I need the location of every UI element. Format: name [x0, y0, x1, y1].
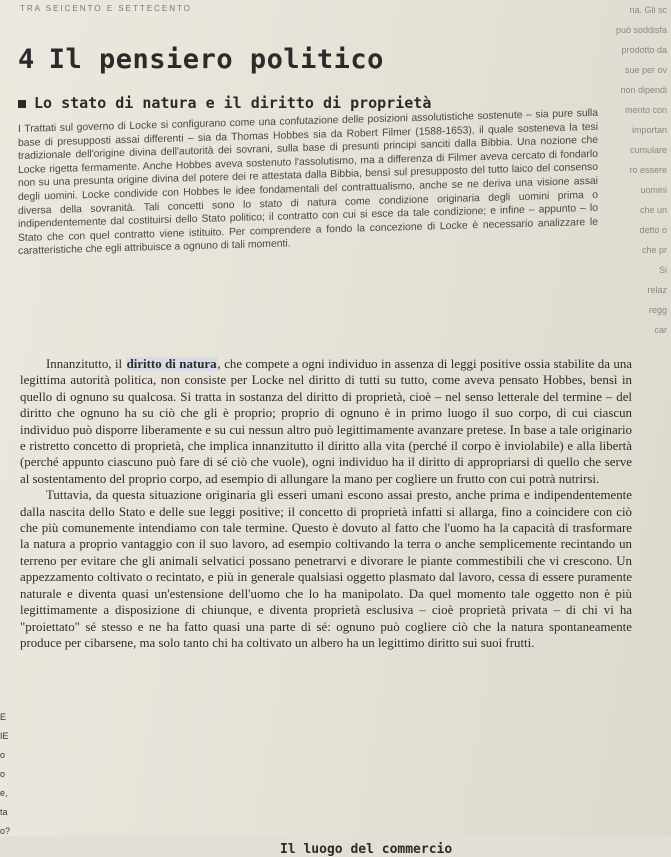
margin-note: che un: [639, 205, 667, 215]
chapter-title-text: Il pensiero politico: [48, 44, 384, 75]
intro-paragraph: [18, 107, 598, 353]
margin-note: ro essere: [629, 165, 667, 175]
margin-note: na. Gli sc: [629, 5, 667, 15]
highlighted-term: diritto di natura: [126, 357, 217, 371]
running-head: TRA SEICENTO E SETTECENTO: [20, 4, 192, 13]
margin-note: relaz: [647, 285, 667, 295]
section-title-text: Lo stato di natura e il diritto di proprietà: [34, 94, 432, 112]
intro-text: I Trattati sul governo di Locke si configurano come una confutazione delle posizioni assolutistiche sostenute – sia pure sulla base di presupposti assai differenti – sia da Thomas Hobbes sia da Robert Filmer (1588-1653), il quale sosteneva la tesi tradizionale dell'origine divina dell'autorità dei sovrani, sulla base di presunti principi sanciti dalla Bibbia. Una nozione che Locke rigetta fermamente. Anche Hobbes aveva sostenuto l'assolutismo, ma a differenza di Filmer aveva cercato di fondarlo non su una presunta origine divina del potere dei re attestata dalla Bibbia, bensì sul presupposto del tutto laico del consenso degli uomini. Locke condivide con Hobbes le idee fondamentali del contrattualismo, anche se ne deriva una visione assai diversa della sovranità. Tali concetti sono lo stato di natura come condizione originaria degli uomini prima o indipendentemente dal costituirsi dello Stato politico; il contratto con cui si esce da tale condizione; e infine – appunto – lo Stato che con quel contratto viene istituito. Per comprendere a fondo la concezione di Locke è necessario analizzare le caratteristiche che egli attribuisce a ognuno di tali momenti.: [18, 107, 598, 258]
margin-note: importan: [631, 125, 667, 135]
paragraph-1-lead: Innanzitutto, il: [46, 357, 126, 371]
paragraph-1: [20, 356, 632, 487]
margin-note: può soddisfa: [615, 25, 667, 35]
chapter-number: 4: [18, 44, 35, 75]
paragraph-2: Tuttavia, da questa situazione originaria gli esseri umani escono assai presto, anche prima e indipendentemente dalla nascita dello Stato e delle sue leggi positive; il concetto di proprietà infatti si allarga, fino a coincidere con ciò che più comunemente intendiamo con tale termine. Questo è dovuto al fatto che l'uomo ha la capacità di trasformare la natura a proprio vantaggio con il suo lavoro, ad esempio coltivando la terra o anche semplicemente recintando un terreno per evitare che gli animali selvatici possano penetrarvi e divorare le piante commestibili che vi crescono. Un appezzamento coltivato o recintato, e più in generale qualsiasi oggetto plasmato dal lavoro, cessa di essere puramente naturale e diventa quasi un'estensione dell'uomo che lo ha manipolato. Da quel momento tale oggetto non è più legittimamente a disposizione di chiunque, e diventa proprietà esclusiva – cioè proprietà privata – di chi vi ha "proiettato" sé stesso e ne ha fatto quasi una parte di sé: ognuno può cogliere ciò che la natura spontaneamente produce per cibarsene, ma solo tanto chi ha coltivato un albero ha un legittimo diritto sui suoi frutti.: [20, 488, 632, 650]
margin-note: car: [654, 325, 667, 335]
margin-note: detto o: [639, 225, 667, 235]
margin-note: sue per ov: [624, 65, 667, 75]
left-margin-note: ta: [0, 807, 8, 817]
margin-note: uomini: [640, 185, 667, 195]
left-margin-note: o: [0, 769, 6, 779]
margin-note: prodotto da: [621, 45, 667, 55]
margin-note: mento con: [624, 105, 667, 115]
paragraph-1-rest: , che compete a ogni individuo in assenza di leggi positive ossia stabilite da una legittima autorità politica, non consiste per Locke nel diritto di tutti su tutto, come aveva pensato Hobbes, bensì in quello di ognuno su qualcosa. Si tratta in sostanza del diritto di proprietà, cioè – nel senso letterale del termine – del diritto che ognuno ha su ciò che gli è proprio; proprio di ognuno è in primo luogo il suo corpo, di cui ciascun individuo può disporre liberamente e su cui nessun altro può legittimamente avanzare pretese. In base a tale originario e ristretto concetto di proprietà, che implica innanzitutto il diritto alla vita (perché il corpo è inviolabile) e alla libertà (perché appunto ciascuno può fare di sé ciò che vuole), ogni individuo ha il diritto di appropriarsi di quello che serve al sostentamento del proprio corpo, ad esempio di allungare la mano per cogliere un frutto con cui potrà nutrirsi.: [20, 357, 632, 486]
margin-note: non dipendi: [620, 85, 667, 95]
margin-note: Si: [658, 265, 667, 275]
left-margin-note: o: [0, 750, 6, 760]
left-margin-note: o?: [0, 826, 11, 836]
chapter-title: [18, 44, 384, 86]
next-section-heading: Il luogo del commercio: [280, 842, 453, 857]
margin-notes: [595, 0, 671, 380]
margin-note: che pr: [641, 245, 667, 255]
margin-note: regg: [648, 305, 667, 315]
body-text: [20, 356, 632, 816]
left-margin-note: E: [0, 712, 7, 722]
left-margin-note: e,: [0, 788, 8, 798]
section-bullet-icon: [18, 100, 26, 108]
left-margin-notes: [0, 708, 16, 848]
left-margin-note: IE: [0, 731, 9, 741]
margin-note: cumulare: [629, 145, 667, 155]
section-title: [18, 94, 432, 116]
